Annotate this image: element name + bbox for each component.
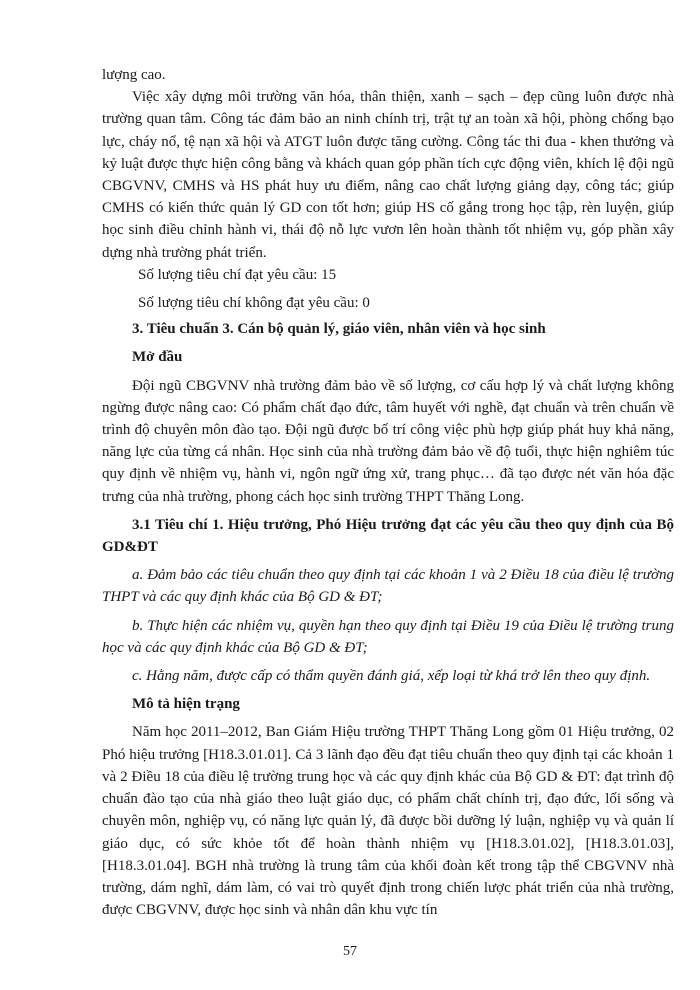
criterion-1-heading: 3.1 Tiêu chí 1. Hiệu trưởng, Phó Hiệu trưởng đạt các yêu cầu theo quy định của Bộ GD&ĐT: [102, 516, 674, 556]
environment-paragraph: Việc xây dựng môi trường văn hóa, thân thiện, xanh – sạch – đẹp cũng luôn được nhà trường quan tâm. Công tác đảm bảo an ninh chính trị, trật tự an toàn xã hội, phòng chống bạo lực, cháy nổ, tệ nạn xã hội và ATGT luôn được tăng cường. Công tác thi đua - khen thưởng và kỷ luật được thực hiện công bằng và khách quan góp phần tích cực động viên, khích lệ đội ngũ CBGVNV, CMHS và HS phát huy ưu điểm, nâng cao chất lượng giảng dạy, công tác; giúp CMHS có kiến thức quản lý GD con tốt hơn; giúp HS cố gắng trong học tập, rèn luyện, giúp học sinh điều chỉnh hành vi, thái độ nỗ lực vươn lên hoàn thành tốt nhiệm vụ, góp phần xây dựng nhà trường phát triển.: [102, 89, 674, 261]
continuation-line: lượng cao.: [102, 67, 166, 83]
page-number: 57: [343, 944, 357, 959]
status-paragraph: Năm học 2011–2012, Ban Giám Hiệu trường THPT Thăng Long gồm 01 Hiệu trưởng, 02 Phó hiệu trưởng [H18.3.01.01]. Cả 3 lãnh đạo đều đạt tiêu chuẩn theo quy định tại các khoản 1 và 2 Điều 18 của điều lệ trường trung học và các quy định khác của Bộ GD & ĐT: đạt trình độ chuẩn đào tạo của nhà giáo theo luật giáo dục, có phẩm chất chính trị, đạo đức, lối sống và chuyên môn, nghiệp vụ, có năng lực quản lý, đã được bồi dưỡng lý luận, nghiệp vụ và quản lí giáo dục, có sức khỏe tốt để hoàn thành nhiệm vụ [H18.3.01.02], [H18.3.01.03], [H18.3.01.04]. BGH nhà trường là trung tâm của khối đoàn kết trong tập thể CBGVNV nhà trường, dám nghĩ, dám làm, có vai trò quyết định trong chiến lược phát triển của nhà trường, được CBGVNV, được học sinh và nhân dân khu vực tín: [102, 724, 674, 919]
criterion-item-a: a. Đảm bảo các tiêu chuẩn theo quy định tại các khoản 1 và 2 Điều 18 của điều lệ trường THPT và các quy định khác của Bộ GD & ĐT;: [102, 567, 674, 606]
criteria-not-met-count: Số lượng tiêu chí không đạt yêu cầu: 0: [138, 295, 370, 312]
intro-heading: Mở đầu: [132, 349, 183, 366]
page-body: [102, 64, 674, 921]
criterion-item-c: c. Hằng năm, được cấp có thẩm quyền đánh giá, xếp loại từ khá trở lên theo quy định.: [132, 668, 651, 685]
status-heading: Mô tả hiện trạng: [132, 696, 240, 713]
criterion-item-b: b. Thực hiện các nhiệm vụ, quyền hạn theo quy định tại Điều 19 của Điều lệ trường trung học và các quy định khác của Bộ GD & ĐT;: [102, 617, 674, 656]
criteria-met-count: Số lượng tiêu chí đạt yêu cầu: 15: [138, 266, 337, 283]
intro-paragraph: Đội ngũ CBGVNV nhà trường đảm bảo về số lượng, cơ cấu hợp lý và chất lượng không ngừng được nâng cao: Có phẩm chất đạo đức, tâm huyết với nghề, đạt chuẩn và trên chuẩn về trình độ chuyên môn đào tạo. Đội ngũ được bố trí công việc phù hợp giúp phát huy khả năng, năng lực của từng cá nhân. Học sinh của nhà trường đảm bảo về độ tuổi, thực hiện nghiêm túc quy định về nhiệm vụ, hành vi, ngôn ngữ ứng xử, trang phục… đã tạo được nét văn hóa đặc trưng của nhà trường, phong cách học sinh trường THPT Thăng Long.: [102, 377, 674, 505]
standard-3-heading: 3. Tiêu chuẩn 3. Cán bộ quản lý, giáo viên, nhân viên và học sinh: [132, 321, 546, 338]
